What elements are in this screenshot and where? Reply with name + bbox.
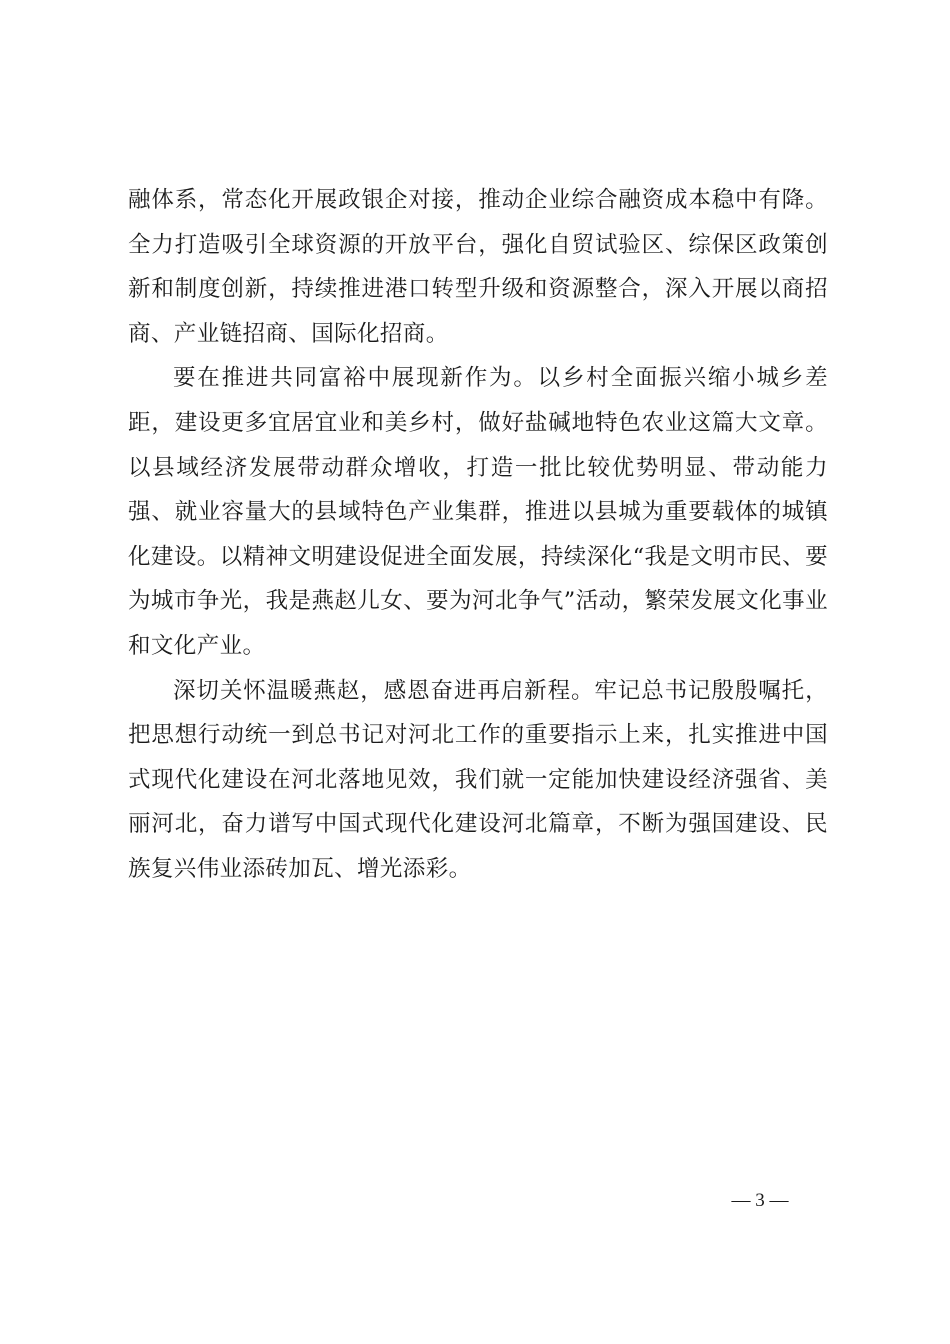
paragraph-conclusion: 深切关怀温暖燕赵，感恩奋进再启新程。牢记总书记殷殷嘱托，把思想行动统一到总书记对河北工作的重要指示上来，扎实推进中国式现代化建设在河北落地见效，我们就一定能加快建设经济强省、美丽河北，奋力谱写中国式现代化建设河北篇章，不断为强国建设、民族复兴伟业添砖加瓦、增光添彩。	[128, 677, 828, 882]
paragraph-common-prosperity: 要在推进共同富裕中展现新作为。以乡村全面振兴缩小城乡差距，建设更多宜居宜业和美乡村，做好盐碱地特色农业这篇大文章。以县域经济发展带动群众增收，打造一批比较优势明显、带动能力强、就业容量大的县域特色产业集群，推进以县城为重要载体的城镇化建设。以精神文明建设促进全面发展，持续深化“我是文明市民、要为城市争光，我是燕赵儿女、要为河北争气”活动，繁荣发展文化事业和文化产业。	[128, 365, 828, 659]
paragraph-continued: 融体系，常态化开展政银企对接，推动企业综合融资成本稳中有降。全力打造吸引全球资源的开放平台，强化自贸试验区、综保区政策创新和制度创新，持续推进港口转型升级和资源整合，深入开展以商招商、产业链招商、国际化招商。	[128, 187, 828, 347]
body-text	[128, 178, 828, 892]
page-number: — 3 —	[731, 1190, 789, 1211]
